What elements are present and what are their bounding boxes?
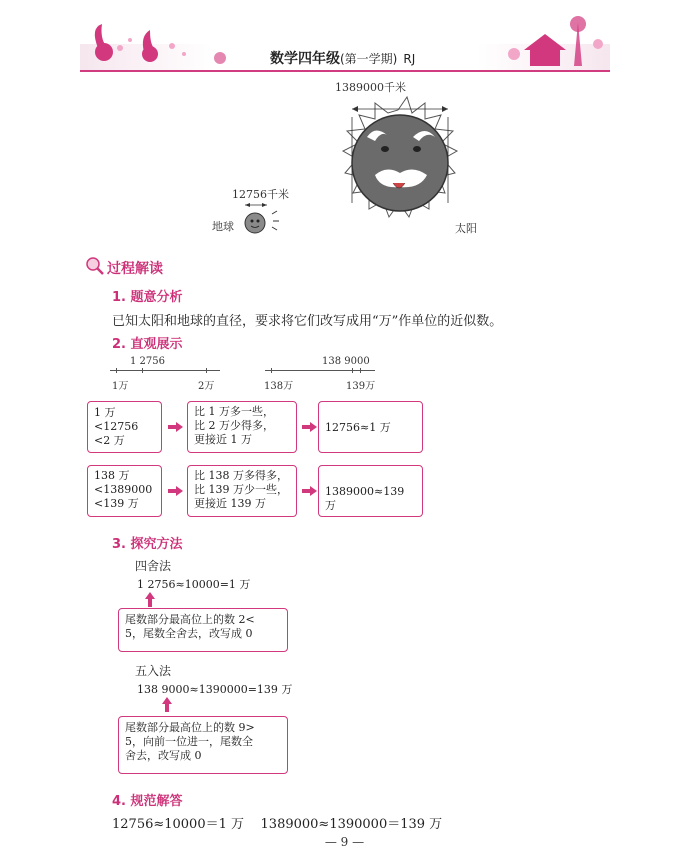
method1-name: 四舍法 [135, 559, 172, 573]
header-title [270, 48, 415, 68]
arrow-up-icon [162, 697, 172, 704]
arrow-right-icon [310, 486, 317, 496]
box-line: 12756≈1 万 [325, 421, 391, 434]
method1-note [118, 608, 288, 652]
method2-name: 五入法 [135, 664, 172, 678]
box-line: 1389000≈139 万 [325, 485, 405, 512]
note-line: 舍去，改写成 0 [125, 749, 202, 762]
edition-label: RJ [403, 52, 416, 66]
box-line: <1389000 [94, 483, 153, 496]
arrow-right-icon [310, 422, 317, 432]
number-line-2-point: 138 9000 [322, 356, 370, 367]
box-line: 更接近 139 万 [194, 497, 266, 510]
result-box-2 [318, 465, 423, 517]
step4-title: 4. 规范解答 [112, 794, 183, 809]
earth-diameter-label: 12756千米 [232, 188, 289, 201]
step1-title: 1. 题意分析 [112, 290, 183, 305]
arrow-up-icon [145, 592, 155, 599]
book-title: 数学四年级 [270, 51, 340, 67]
header-decoration-left [80, 18, 230, 72]
term-label: (第一学期) [340, 52, 398, 66]
box-line: 比 2 万少得多， [194, 419, 274, 432]
arrow-right-icon [176, 422, 183, 432]
sun-diameter-label: 1389000千米 [335, 81, 406, 94]
step2-title: 2. 直观展示 [112, 337, 183, 352]
result-box-1 [318, 401, 423, 453]
note-line: 5，尾数全舍去，改写成 0 [125, 627, 253, 640]
box-line: 138 万 [94, 469, 130, 482]
compare-box-1 [87, 401, 162, 453]
box-line: 比 139 万少一些， [194, 483, 288, 496]
note-line: 5，向前一位进一，尾数全 [125, 735, 253, 748]
box-line: 1 万<12756 [94, 406, 139, 433]
number-line-2-right: 139万 [346, 381, 376, 392]
earth-icon [245, 211, 279, 233]
compare-box-2 [87, 465, 162, 517]
method2-note [118, 716, 288, 774]
magnifier-icon [85, 256, 105, 276]
box-line: 比 1 万多一些， [194, 405, 274, 418]
method1-equation: 1 2756≈10000=1 万 [137, 578, 251, 591]
method2-equation: 138 9000≈1390000=139 万 [137, 683, 293, 696]
section-title: 过程解读 [107, 261, 163, 277]
reasoning-box-2 [187, 465, 297, 517]
box-line: 更接近 1 万 [194, 433, 252, 446]
number-line-1-right: 2万 [198, 381, 215, 392]
step3-title: 3. 探究方法 [112, 537, 183, 552]
note-line: 尾数部分最高位上的数 9> [125, 721, 255, 734]
sun-label: 太阳 [455, 222, 477, 235]
page-number: — 9 — [324, 835, 365, 849]
reasoning-box-1 [187, 401, 297, 453]
number-line-2-left: 138万 [264, 381, 294, 392]
number-line-1-left: 1万 [112, 381, 129, 392]
number-line-1-point: 1 2756 [130, 356, 165, 367]
box-line: 比 138 万多得多， [194, 469, 288, 482]
box-line: <139 万 [94, 497, 139, 510]
step1-text: 已知太阳和地球的直径，要求将它们改写成用“万”作单位的近似数。 [112, 314, 503, 329]
step4-answer: 12756≈10000＝1 万 1389000≈1390000＝139 万 [112, 817, 443, 832]
earth-label: 地球 [212, 220, 234, 233]
header-divider [80, 70, 610, 72]
header-decoration-right [500, 14, 610, 72]
sun-earth-figure [205, 75, 490, 245]
arrow-right-icon [176, 486, 183, 496]
sun-icon [343, 97, 457, 217]
note-line: 尾数部分最高位上的数 2< [125, 613, 255, 626]
box-line: <2 万 [94, 434, 125, 447]
